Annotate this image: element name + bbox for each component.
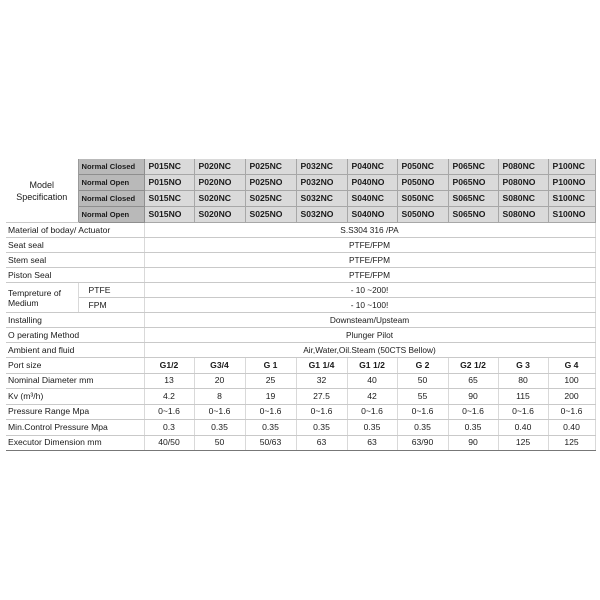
model-code: P020NO	[194, 175, 245, 191]
model-code: P015NC	[144, 159, 194, 175]
property-value: PTFE/FPM	[144, 268, 595, 283]
spec-value: 63/90	[397, 435, 448, 451]
spec-row-port-size	[6, 358, 595, 374]
spec-value: 0.35	[296, 420, 347, 436]
spec-value: 0~1.6	[548, 404, 595, 420]
property-label: Installing	[6, 313, 144, 328]
spec-value: 0~1.6	[194, 404, 245, 420]
spec-value: G 3	[498, 358, 548, 374]
spec-value: 50/63	[245, 435, 296, 451]
model-code: S100NC	[548, 191, 595, 207]
property-value: Downsteam/Upsteam	[144, 313, 595, 328]
spec-sheet	[6, 159, 596, 451]
spec-value: 20	[194, 373, 245, 389]
spec-value: 42	[347, 389, 397, 405]
spec-label: Port size	[6, 358, 144, 374]
model-code: P032NO	[296, 175, 347, 191]
property-label: Seat seal	[6, 238, 144, 253]
spec-value: 19	[245, 389, 296, 405]
spec-value: G 2	[397, 358, 448, 374]
model-code: S080NC	[498, 191, 548, 207]
model-code: S020NO	[194, 207, 245, 223]
spec-value: 0.35	[194, 420, 245, 436]
spec-label: Min.Control Pressure Mpa	[6, 420, 144, 436]
model-code: S025NC	[245, 191, 296, 207]
spec-value: 65	[448, 373, 498, 389]
property-value: PTFE/FPM	[144, 253, 595, 268]
property-row-material	[6, 223, 595, 238]
spec-value: 0~1.6	[397, 404, 448, 420]
model-code: S065NC	[448, 191, 498, 207]
spec-value: 0~1.6	[347, 404, 397, 420]
spec-row-kv	[6, 389, 595, 405]
model-code: S050NC	[397, 191, 448, 207]
spec-row-pressure-range	[6, 404, 595, 420]
spec-value: 4.2	[144, 389, 194, 405]
spec-value: 0.35	[397, 420, 448, 436]
property-row-stem-seal	[6, 253, 595, 268]
property-row-piston-seal	[6, 268, 595, 283]
spec-row-min-control-pressure	[6, 420, 595, 436]
spec-value: 0.40	[548, 420, 595, 436]
property-label: Piston Seal	[6, 268, 144, 283]
spec-label: Kv (m³/h)	[6, 389, 144, 405]
spec-value: 8	[194, 389, 245, 405]
model-sub-label: Normal Closed	[78, 191, 144, 207]
spec-value: 80	[498, 373, 548, 389]
spec-value: 27.5	[296, 389, 347, 405]
medium-label: PTFE	[78, 283, 144, 298]
spec-label: Pressure Range Mpa	[6, 404, 144, 420]
model-code: P040NC	[347, 159, 397, 175]
model-code: P100NC	[548, 159, 595, 175]
spec-value: 0.3	[144, 420, 194, 436]
model-code: S080NO	[498, 207, 548, 223]
spec-value: 125	[548, 435, 595, 451]
model-code: S015NO	[144, 207, 194, 223]
spec-value: G1 1/4	[296, 358, 347, 374]
model-sub-label: Normal Open	[78, 207, 144, 223]
spec-value: 55	[397, 389, 448, 405]
temperature-value: - 10 ~100!	[144, 298, 595, 313]
model-code: P065NO	[448, 175, 498, 191]
property-label: O perating Method	[6, 328, 144, 343]
spec-value: 32	[296, 373, 347, 389]
model-code: P050NO	[397, 175, 448, 191]
spec-label: Nominal Diameter mm	[6, 373, 144, 389]
model-row-p-no	[6, 175, 595, 191]
spec-value: G 4	[548, 358, 595, 374]
property-label: Material of boday/ Actuator	[6, 223, 144, 238]
spec-value: 100	[548, 373, 595, 389]
spec-value: G3/4	[194, 358, 245, 374]
spec-value: 0.35	[448, 420, 498, 436]
model-code: P025NO	[245, 175, 296, 191]
property-row-seat-seal	[6, 238, 595, 253]
spec-row-nominal-diameter	[6, 373, 595, 389]
property-label: Stem seal	[6, 253, 144, 268]
spec-value: G 1	[245, 358, 296, 374]
model-code: S025NO	[245, 207, 296, 223]
spec-value: 0~1.6	[448, 404, 498, 420]
model-code: P050NC	[397, 159, 448, 175]
spec-value: 90	[448, 389, 498, 405]
property-row-operating	[6, 328, 595, 343]
temperature-value: - 10 ~200!	[144, 283, 595, 298]
spec-value: 50	[397, 373, 448, 389]
model-code: P040NO	[347, 175, 397, 191]
spec-value: G1 1/2	[347, 358, 397, 374]
spec-label: Executor Dimension mm	[6, 435, 144, 451]
spec-value: 125	[498, 435, 548, 451]
model-code: S065NO	[448, 207, 498, 223]
spec-value: G2 1/2	[448, 358, 498, 374]
spec-value: 63	[296, 435, 347, 451]
property-value: Air,Water,Oil.Steam (50CTS Bellow)	[144, 343, 595, 358]
model-code: P025NC	[245, 159, 296, 175]
spec-value: 40	[347, 373, 397, 389]
property-row-ambient	[6, 343, 595, 358]
model-row-p-nc	[6, 159, 595, 175]
model-code: S020NC	[194, 191, 245, 207]
model-sub-label: Normal Open	[78, 175, 144, 191]
spec-value: 25	[245, 373, 296, 389]
temperature-row-fpm	[6, 298, 595, 313]
spec-value: 0~1.6	[498, 404, 548, 420]
spec-value: 0.40	[498, 420, 548, 436]
model-code: P020NC	[194, 159, 245, 175]
spec-value: 90	[448, 435, 498, 451]
spec-value: 0~1.6	[245, 404, 296, 420]
model-spec-label: Model Specification	[6, 159, 78, 223]
model-code: P080NO	[498, 175, 548, 191]
spec-value: 63	[347, 435, 397, 451]
spec-value: 50	[194, 435, 245, 451]
model-code: P080NC	[498, 159, 548, 175]
model-code: S032NC	[296, 191, 347, 207]
model-code: S040NO	[347, 207, 397, 223]
spec-value: 40/50	[144, 435, 194, 451]
spec-value: 200	[548, 389, 595, 405]
model-code: S100NO	[548, 207, 595, 223]
model-row-s-no	[6, 207, 595, 223]
model-code: P065NC	[448, 159, 498, 175]
spec-value: 0~1.6	[144, 404, 194, 420]
model-code: S050NO	[397, 207, 448, 223]
property-label: Ambient and fluid	[6, 343, 144, 358]
model-code: P100NO	[548, 175, 595, 191]
spec-value: 0~1.6	[296, 404, 347, 420]
model-row-s-nc	[6, 191, 595, 207]
spec-value: 0.35	[347, 420, 397, 436]
spec-value: 13	[144, 373, 194, 389]
medium-label: FPM	[78, 298, 144, 313]
model-code: S040NC	[347, 191, 397, 207]
model-code: S032NO	[296, 207, 347, 223]
property-value: S.S304 316 /PA	[144, 223, 595, 238]
temperature-row-ptfe	[6, 283, 595, 298]
temperature-label: Tempreture of Medium	[6, 283, 78, 313]
model-code: P015NO	[144, 175, 194, 191]
model-code: P032NC	[296, 159, 347, 175]
specification-table	[6, 159, 596, 451]
property-value: Plunger Pilot	[144, 328, 595, 343]
property-row-installing	[6, 313, 595, 328]
model-sub-label: Normal Closed	[78, 159, 144, 175]
model-code: S015NC	[144, 191, 194, 207]
spec-row-executor-dimension	[6, 435, 595, 451]
spec-value: G1/2	[144, 358, 194, 374]
spec-value: 115	[498, 389, 548, 405]
spec-value: 0.35	[245, 420, 296, 436]
property-value: PTFE/FPM	[144, 238, 595, 253]
